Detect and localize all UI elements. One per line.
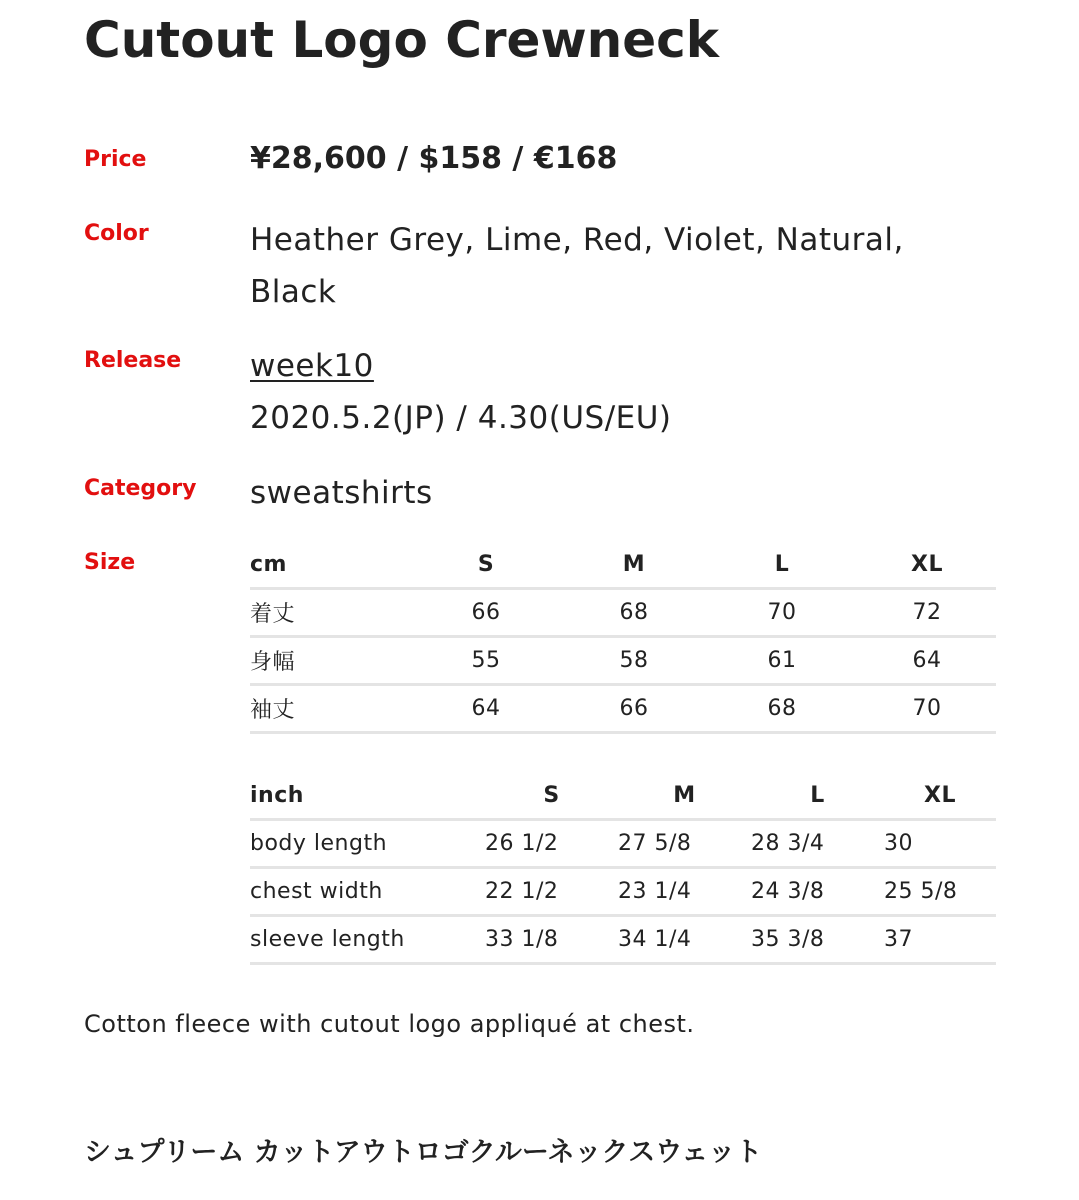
measurement-value: 37 <box>884 916 996 964</box>
size-header-s: S <box>485 773 618 820</box>
size-table-inch <box>250 773 996 965</box>
measurement-name: 身幅 <box>250 637 410 685</box>
table-row <box>250 868 996 916</box>
measurement-value: 23 1/4 <box>618 868 751 916</box>
unit-header: cm <box>250 542 410 589</box>
measurement-value: 70 <box>706 589 858 637</box>
measurement-value: 55 <box>410 637 562 685</box>
size-header-l: L <box>706 542 858 589</box>
release-week-link[interactable]: week10 <box>250 348 374 384</box>
measurement-value: 61 <box>706 637 858 685</box>
measurement-value: 34 1/4 <box>618 916 751 964</box>
release-value <box>250 340 970 444</box>
color-label: Color <box>84 221 149 246</box>
price-label: Price <box>84 147 147 172</box>
measurement-value: 27 5/8 <box>618 820 751 868</box>
measurement-value: 35 3/8 <box>751 916 884 964</box>
product-title: Cutout Logo Crewneck <box>84 11 720 69</box>
color-value: Heather Grey, Lime, Red, Violet, Natural, Black <box>250 222 904 310</box>
measurement-name: 着丈 <box>250 589 410 637</box>
category-label: Category <box>84 476 197 501</box>
size-header-m: M <box>618 773 751 820</box>
measurement-value: 28 3/4 <box>751 820 884 868</box>
measurement-value: 22 1/2 <box>485 868 618 916</box>
measurement-value: 30 <box>884 820 996 868</box>
measurement-value: 64 <box>410 685 562 733</box>
measurement-value: 24 3/8 <box>751 868 884 916</box>
measurement-name: body length <box>250 820 485 868</box>
size-header-s: S <box>410 542 562 589</box>
measurement-name: 袖丈 <box>250 685 410 733</box>
measurement-value: 26 1/2 <box>485 820 618 868</box>
measurement-value: 72 <box>858 589 996 637</box>
price-value: ¥28,600 / $158 / €168 <box>250 141 618 176</box>
size-header-xl: XL <box>858 542 996 589</box>
table-row <box>250 916 996 964</box>
size-header-xl: XL <box>884 773 996 820</box>
measurement-value: 64 <box>858 637 996 685</box>
measurement-value: 70 <box>858 685 996 733</box>
product-description: Cotton fleece with cutout logo appliqué at chest. <box>84 1010 695 1038</box>
measurement-value: 66 <box>562 685 706 733</box>
table-row <box>250 637 996 685</box>
size-table-header <box>250 542 996 589</box>
measurement-value: 68 <box>706 685 858 733</box>
unit-header: inch <box>250 773 485 820</box>
size-label: Size <box>84 550 136 575</box>
size-table-cm <box>250 542 996 734</box>
measurement-name: chest width <box>250 868 485 916</box>
table-row <box>250 820 996 868</box>
size-table-header <box>250 773 996 820</box>
measurement-value: 25 5/8 <box>884 868 996 916</box>
release-date: 2020.5.2(JP) / 4.30(US/EU) <box>250 400 672 436</box>
category-value: sweatshirts <box>250 475 433 511</box>
measurement-value: 58 <box>562 637 706 685</box>
measurement-name: sleeve length <box>250 916 485 964</box>
measurement-value: 33 1/8 <box>485 916 618 964</box>
table-row <box>250 685 996 733</box>
measurement-value: 68 <box>562 589 706 637</box>
japanese-product-name: シュプリーム カットアウトロゴクルーネックスウェット <box>84 1137 763 1168</box>
table-row <box>250 589 996 637</box>
measurement-value: 66 <box>410 589 562 637</box>
release-label: Release <box>84 348 182 373</box>
size-header-m: M <box>562 542 706 589</box>
size-header-l: L <box>751 773 884 820</box>
